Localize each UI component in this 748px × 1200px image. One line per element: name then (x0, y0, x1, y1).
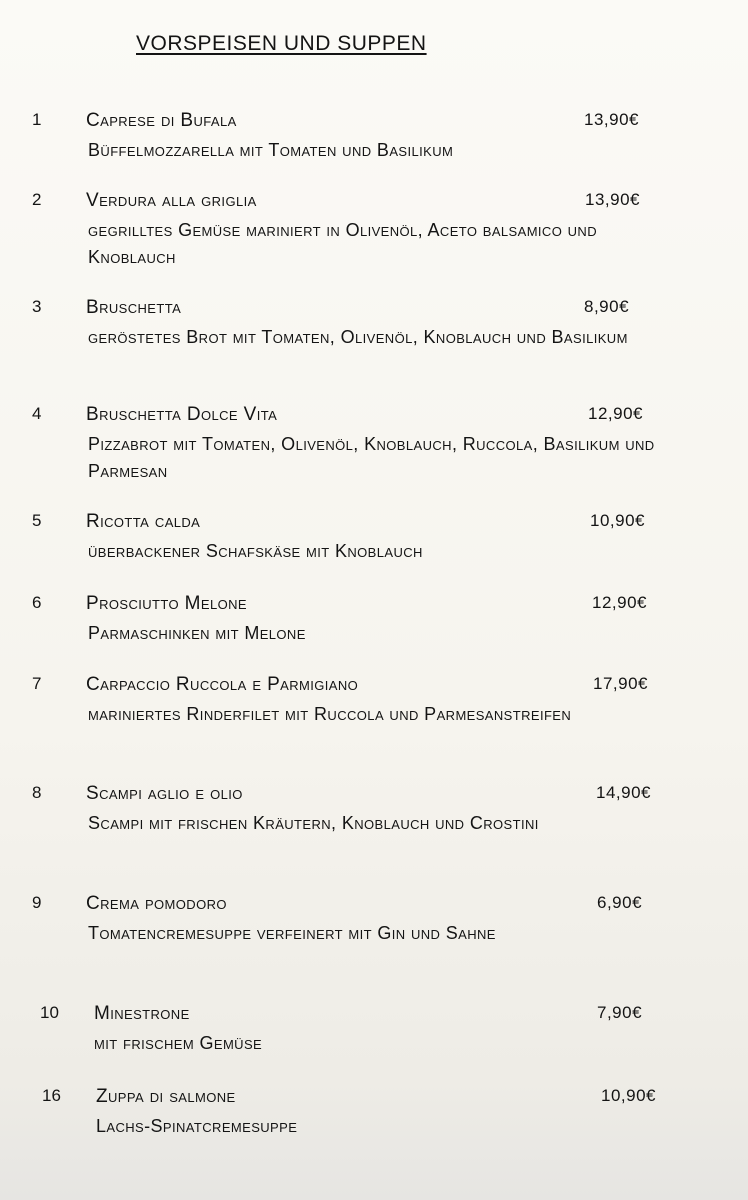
item-description: mit frischem Gemüse (94, 1033, 263, 1053)
item-name: Bruschetta Dolce Vita (86, 404, 278, 425)
item-description: Büffelmozzarella mit Tomaten und Basilikum (88, 140, 454, 160)
page-title: VORSPEISEN UND SUPPEN (136, 32, 427, 55)
item-number: 5 (32, 511, 42, 530)
item-number: 4 (32, 404, 42, 423)
item-number: 2 (32, 190, 42, 209)
item-price: 13,90€ (584, 110, 639, 129)
item-description: mariniertes Rinderfilet mit Ruccola und Parmesanstreifen (88, 704, 572, 724)
item-description: Scampi mit frischen Kräutern, Knoblauch und Crostini (88, 813, 539, 833)
item-number: 3 (32, 297, 42, 316)
item-name: Zuppa di salmone (96, 1086, 236, 1107)
item-name: Crema pomodoro (86, 893, 227, 914)
item-description: Lachs-Spinatcremesuppe (96, 1116, 298, 1136)
item-price: 12,90€ (592, 593, 647, 612)
item-number: 10 (40, 1003, 59, 1022)
item-price: 13,90€ (585, 190, 640, 209)
item-number: 7 (32, 674, 42, 693)
item-number: 9 (32, 893, 42, 912)
item-price: 10,90€ (590, 511, 645, 530)
item-description: geröstetes Brot mit Tomaten, Olivenöl, Knoblauch und Basilikum (88, 327, 628, 347)
item-price: 7,90€ (597, 1003, 643, 1022)
item-name: Ricotta calda (86, 511, 201, 532)
item-name: Bruschetta (86, 297, 182, 318)
item-price: 6,90€ (597, 893, 643, 912)
item-price: 8,90€ (584, 297, 630, 316)
item-name: Scampi aglio e olio (86, 783, 243, 804)
item-name: Minestrone (94, 1003, 190, 1024)
item-description: Tomatencremesuppe verfeinert mit Gin und Sahne (88, 923, 496, 943)
item-price: 17,90€ (593, 674, 648, 693)
item-number: 1 (32, 110, 42, 129)
item-description: Pizzabrot mit Tomaten, Olivenöl, Knoblauch, Ruccola, Basilikum und Parmesan (88, 434, 655, 481)
item-price: 12,90€ (588, 404, 643, 423)
item-name: Verdura alla griglia (86, 190, 257, 211)
item-name: Prosciutto Melone (86, 593, 247, 614)
item-name: Caprese di Bufala (86, 110, 237, 131)
item-number: 16 (42, 1086, 61, 1105)
item-price: 10,90€ (601, 1086, 656, 1105)
item-description: gegrilltes Gemüse mariniert in Olivenöl, Aceto balsamico und Knoblauch (88, 220, 597, 267)
item-description: Parmaschinken mit Melone (88, 623, 306, 643)
item-description: überbackener Schafskäse mit Knoblauch (88, 541, 423, 561)
item-number: 8 (32, 783, 42, 802)
item-name: Carpaccio Ruccola e Parmigiano (86, 674, 359, 695)
item-number: 6 (32, 593, 42, 612)
item-price: 14,90€ (596, 783, 651, 802)
